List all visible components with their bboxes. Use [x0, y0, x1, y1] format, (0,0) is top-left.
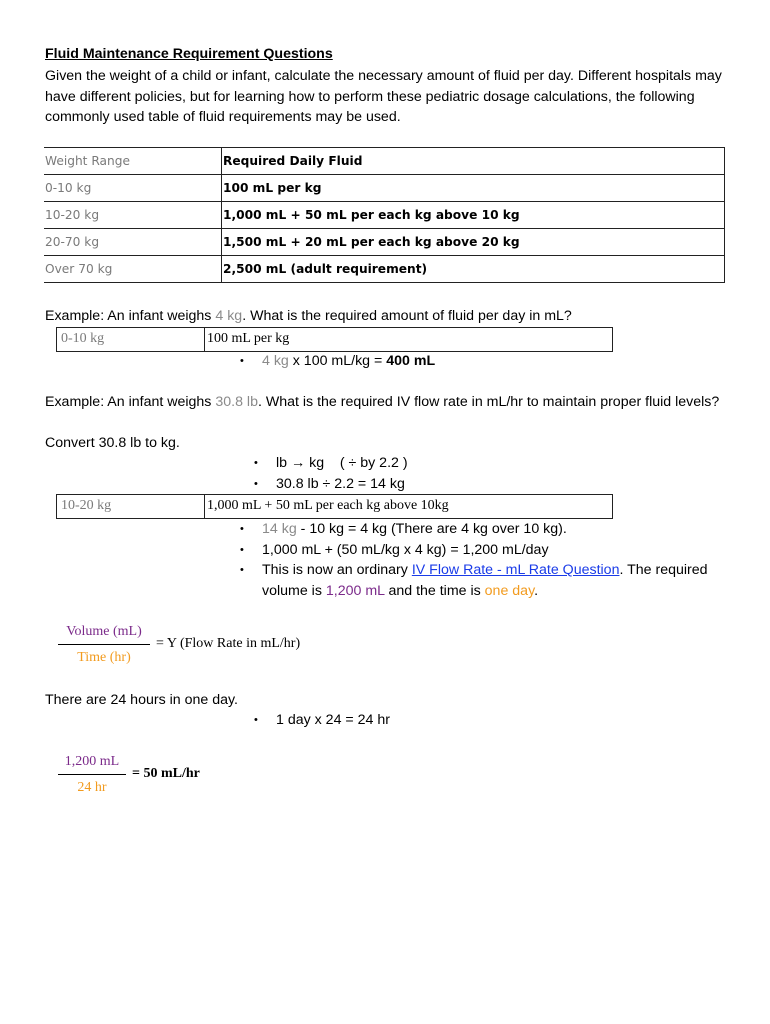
example1-steps — [262, 351, 435, 372]
weight-range-cell: 0-10 kg — [44, 175, 222, 202]
weight-range-cell: Over 70 kg — [44, 256, 222, 283]
example1-fluid: 100 mL per kg — [207, 331, 290, 346]
fraction-line — [58, 644, 150, 645]
flow-rate-formula — [58, 624, 378, 674]
daily-fluid-cell: 2,500 mL (adult requirement) — [222, 256, 725, 283]
step3-end: . — [534, 582, 539, 599]
list-item — [262, 519, 732, 540]
example2-post: . What is the required IV flow rate in mL/hr to maintain proper fluid levels? — [257, 394, 720, 410]
example1-question — [45, 306, 572, 327]
example2-weight: 30.8 lb — [215, 394, 258, 410]
result-denominator: 24 hr — [77, 780, 107, 795]
hours-steps — [276, 710, 390, 731]
result-rhs: = 50 mL/hr — [132, 766, 200, 781]
table-row — [44, 202, 725, 229]
example2-question — [45, 392, 735, 413]
table-row — [44, 175, 725, 202]
example1-pre: Example: An infant weighs — [45, 308, 216, 324]
weight-range-cell: 20-70 kg — [44, 229, 222, 256]
formula-rhs: = Y (Flow Rate in mL/hr) — [156, 636, 301, 651]
calc-result: 400 mL — [386, 353, 436, 369]
fraction-line — [58, 774, 126, 775]
daily-fluid-cell: 1,500 mL + 20 mL per each kg above 20 kg — [222, 229, 725, 256]
formula-numerator: Volume (mL) — [66, 624, 142, 639]
daily-fluid-cell: 1,000 mL + 50 mL per each kg above 10 kg — [222, 202, 725, 229]
example2-table-row — [56, 494, 613, 519]
calc-mid: x 100 mL/kg = — [288, 353, 387, 369]
example1-weight: 4 kg — [215, 308, 243, 324]
header-required-daily-fluid: Required Daily Fluid — [222, 148, 725, 175]
step3-time: one day — [484, 582, 535, 599]
example2-steps — [262, 519, 732, 601]
list-item: • 1 day x 24 = 24 hr — [276, 710, 390, 731]
result-formula — [58, 754, 298, 804]
step3-volume: 1,200 mL — [325, 582, 385, 599]
table-header-row — [44, 148, 725, 175]
hours-text: There are 24 hours in one day. — [45, 692, 238, 708]
weight-range-cell: 10-20 kg — [44, 202, 222, 229]
example2-range: 10-20 kg — [57, 495, 205, 518]
convert-steps — [276, 453, 408, 494]
convert-instruction: Convert 30.8 lb to kg. — [45, 435, 180, 451]
step1-weight: 14 kg — [262, 521, 297, 537]
step3-and: and the time is — [384, 582, 485, 599]
example2-fluid: 1,000 mL + 50 mL per each kg above 10kg — [207, 498, 449, 513]
step3-mid: . The required volume is — [262, 562, 708, 599]
fluid-requirements-table — [44, 147, 725, 283]
step3-pre: This is now an ordinary — [262, 562, 412, 578]
table-row — [44, 256, 725, 283]
result-numerator: 1,200 mL — [64, 754, 120, 769]
example1-post: . What is the required amount of fluid per day in mL? — [242, 308, 572, 324]
list-item — [262, 351, 435, 372]
table-row — [44, 229, 725, 256]
list-item: • lb → kg ( ÷ by 2.2 ) — [276, 453, 408, 474]
example1-table-row — [56, 327, 613, 352]
list-item: • 30.8 lb ÷ 2.2 = 14 kg — [276, 474, 408, 495]
document-title: Fluid Maintenance Requirement Questions — [45, 46, 333, 62]
header-weight-range: Weight Range — [44, 148, 222, 175]
iv-flow-rate-link[interactable]: IV Flow Rate - mL Rate Question — [411, 562, 620, 578]
list-item: • 1,000 mL + (50 mL/kg x 4 kg) = 1,200 mL/day — [262, 540, 732, 561]
daily-fluid-cell: 100 mL per kg — [222, 175, 725, 202]
formula-denominator: Time (hr) — [77, 650, 131, 665]
step1-rest: - 10 kg = 4 kg (There are 4 kg over 10 kg). — [296, 521, 567, 537]
intro-paragraph: Given the weight of a child or infant, calculate the necessary amount of fluid per day. Different hospitals may have different policies, but for learning how to perform these pediatric dosage calculations, the following commonly used table of fluid requirements may be used. — [45, 68, 722, 125]
calc-weight: 4 kg — [262, 353, 289, 369]
example1-range: 0-10 kg — [57, 328, 205, 351]
list-item — [262, 560, 732, 601]
example2-pre: Example: An infant weighs — [45, 394, 216, 410]
